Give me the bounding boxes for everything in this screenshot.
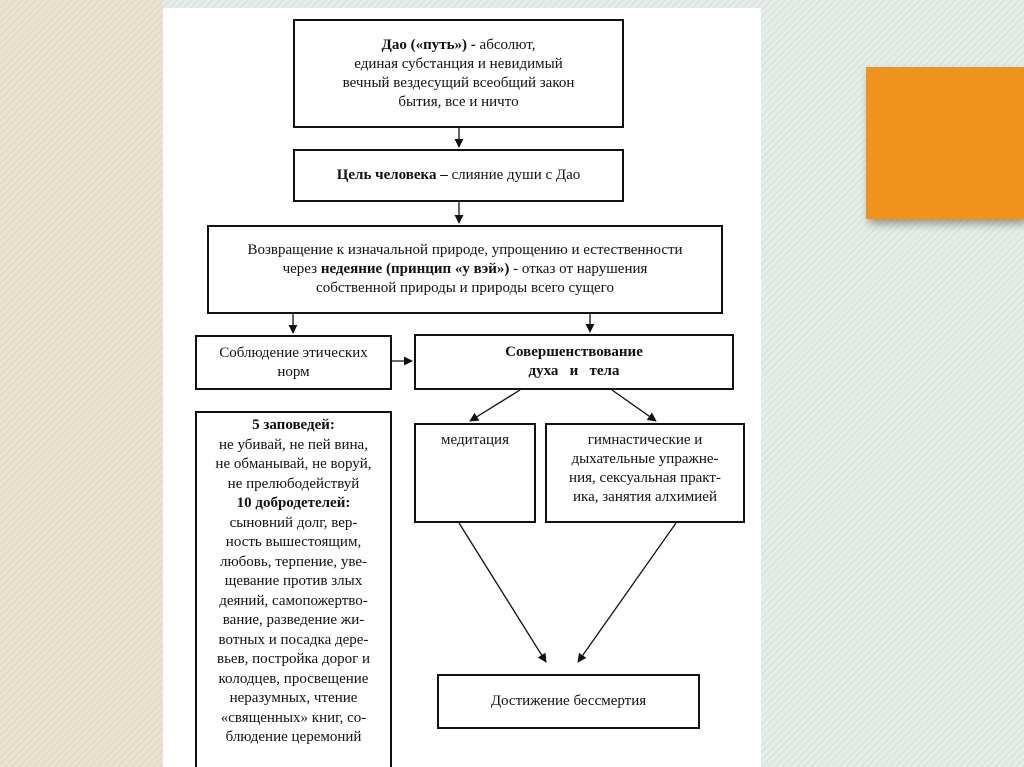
virtue-line: колодцев, просвещение — [218, 670, 369, 687]
tao-title: Дао («путь») - абсолют, — [381, 36, 536, 53]
commandments-box — [195, 411, 392, 767]
immortality-box — [437, 674, 700, 729]
perfection-box — [414, 334, 734, 390]
goal-box — [293, 149, 624, 202]
return-line-1: Возвращение к изначальной природе, упрощению и естественности — [247, 242, 683, 258]
perfection-line-2: духа и тела — [528, 363, 620, 379]
virtue-line: любовь, терпение, уве- — [219, 553, 367, 570]
ethics-line-2: норм — [277, 363, 310, 380]
virtue-line: деяний, самопожертво- — [219, 592, 368, 609]
virtue-line: вание, разведение жи- — [222, 612, 365, 628]
gymnastics-box — [545, 423, 745, 523]
return-box — [207, 225, 723, 314]
commandment-line: не прелюбодействуй — [227, 475, 360, 492]
return-line-2: через недеяние (принцип «у вэй») - отказ от нарушения — [282, 261, 648, 277]
gymnastics-line-4: ика, занятия алхимией — [573, 489, 717, 505]
virtue-line: вотных и посадка дере- — [218, 631, 369, 648]
tao-line-4: бытия, все и ничто — [398, 93, 519, 110]
ethics-line-1: Соблюдение этических — [219, 344, 368, 361]
gymnastics-line-1: гимнастические и — [587, 432, 703, 448]
immortality-label: Достижение бессмертия — [490, 693, 647, 709]
meditation-label: медитация — [441, 432, 509, 448]
virtue-line: ность вышестоящим, — [225, 534, 362, 550]
gymnastics-line-2: дыхательные упражне- — [571, 451, 719, 467]
tao-line-2: единая субстанция и невидимый — [354, 55, 563, 72]
virtue-line: щевание против злых — [224, 573, 363, 589]
commandment-line: не убивай, не пей вина, — [219, 436, 368, 453]
perfection-line-1: Совершенствование — [505, 344, 643, 360]
return-line-3: собственной природы и природы всего сущего — [316, 280, 614, 296]
commandment-line: не обманывай, не воруй, — [215, 456, 372, 472]
virtue-line: неразумных, чтение — [229, 690, 358, 706]
commandments-heading: 5 заповедей: — [252, 417, 335, 433]
ethics-box — [195, 335, 392, 390]
virtues-heading: 10 добродетелей: — [236, 495, 351, 511]
gymnastics-line-3: ния, сексуальная практ- — [569, 470, 721, 486]
goal-text: Цель человека – слияние души с Дао — [336, 167, 581, 183]
meditation-box — [414, 423, 536, 523]
orange-accent-block — [866, 67, 1024, 219]
tao-box — [293, 19, 624, 128]
virtue-line: «священных» книг, со- — [220, 709, 367, 726]
tao-line-3: вечный вездесущий всеобщий закон — [342, 74, 575, 91]
virtue-line: вьев, постройка дорог и — [216, 651, 371, 667]
virtue-line: сыновний долг, вер- — [229, 514, 358, 531]
slide-background-left — [0, 0, 163, 767]
virtue-line: блюдение церемоний — [225, 729, 362, 745]
